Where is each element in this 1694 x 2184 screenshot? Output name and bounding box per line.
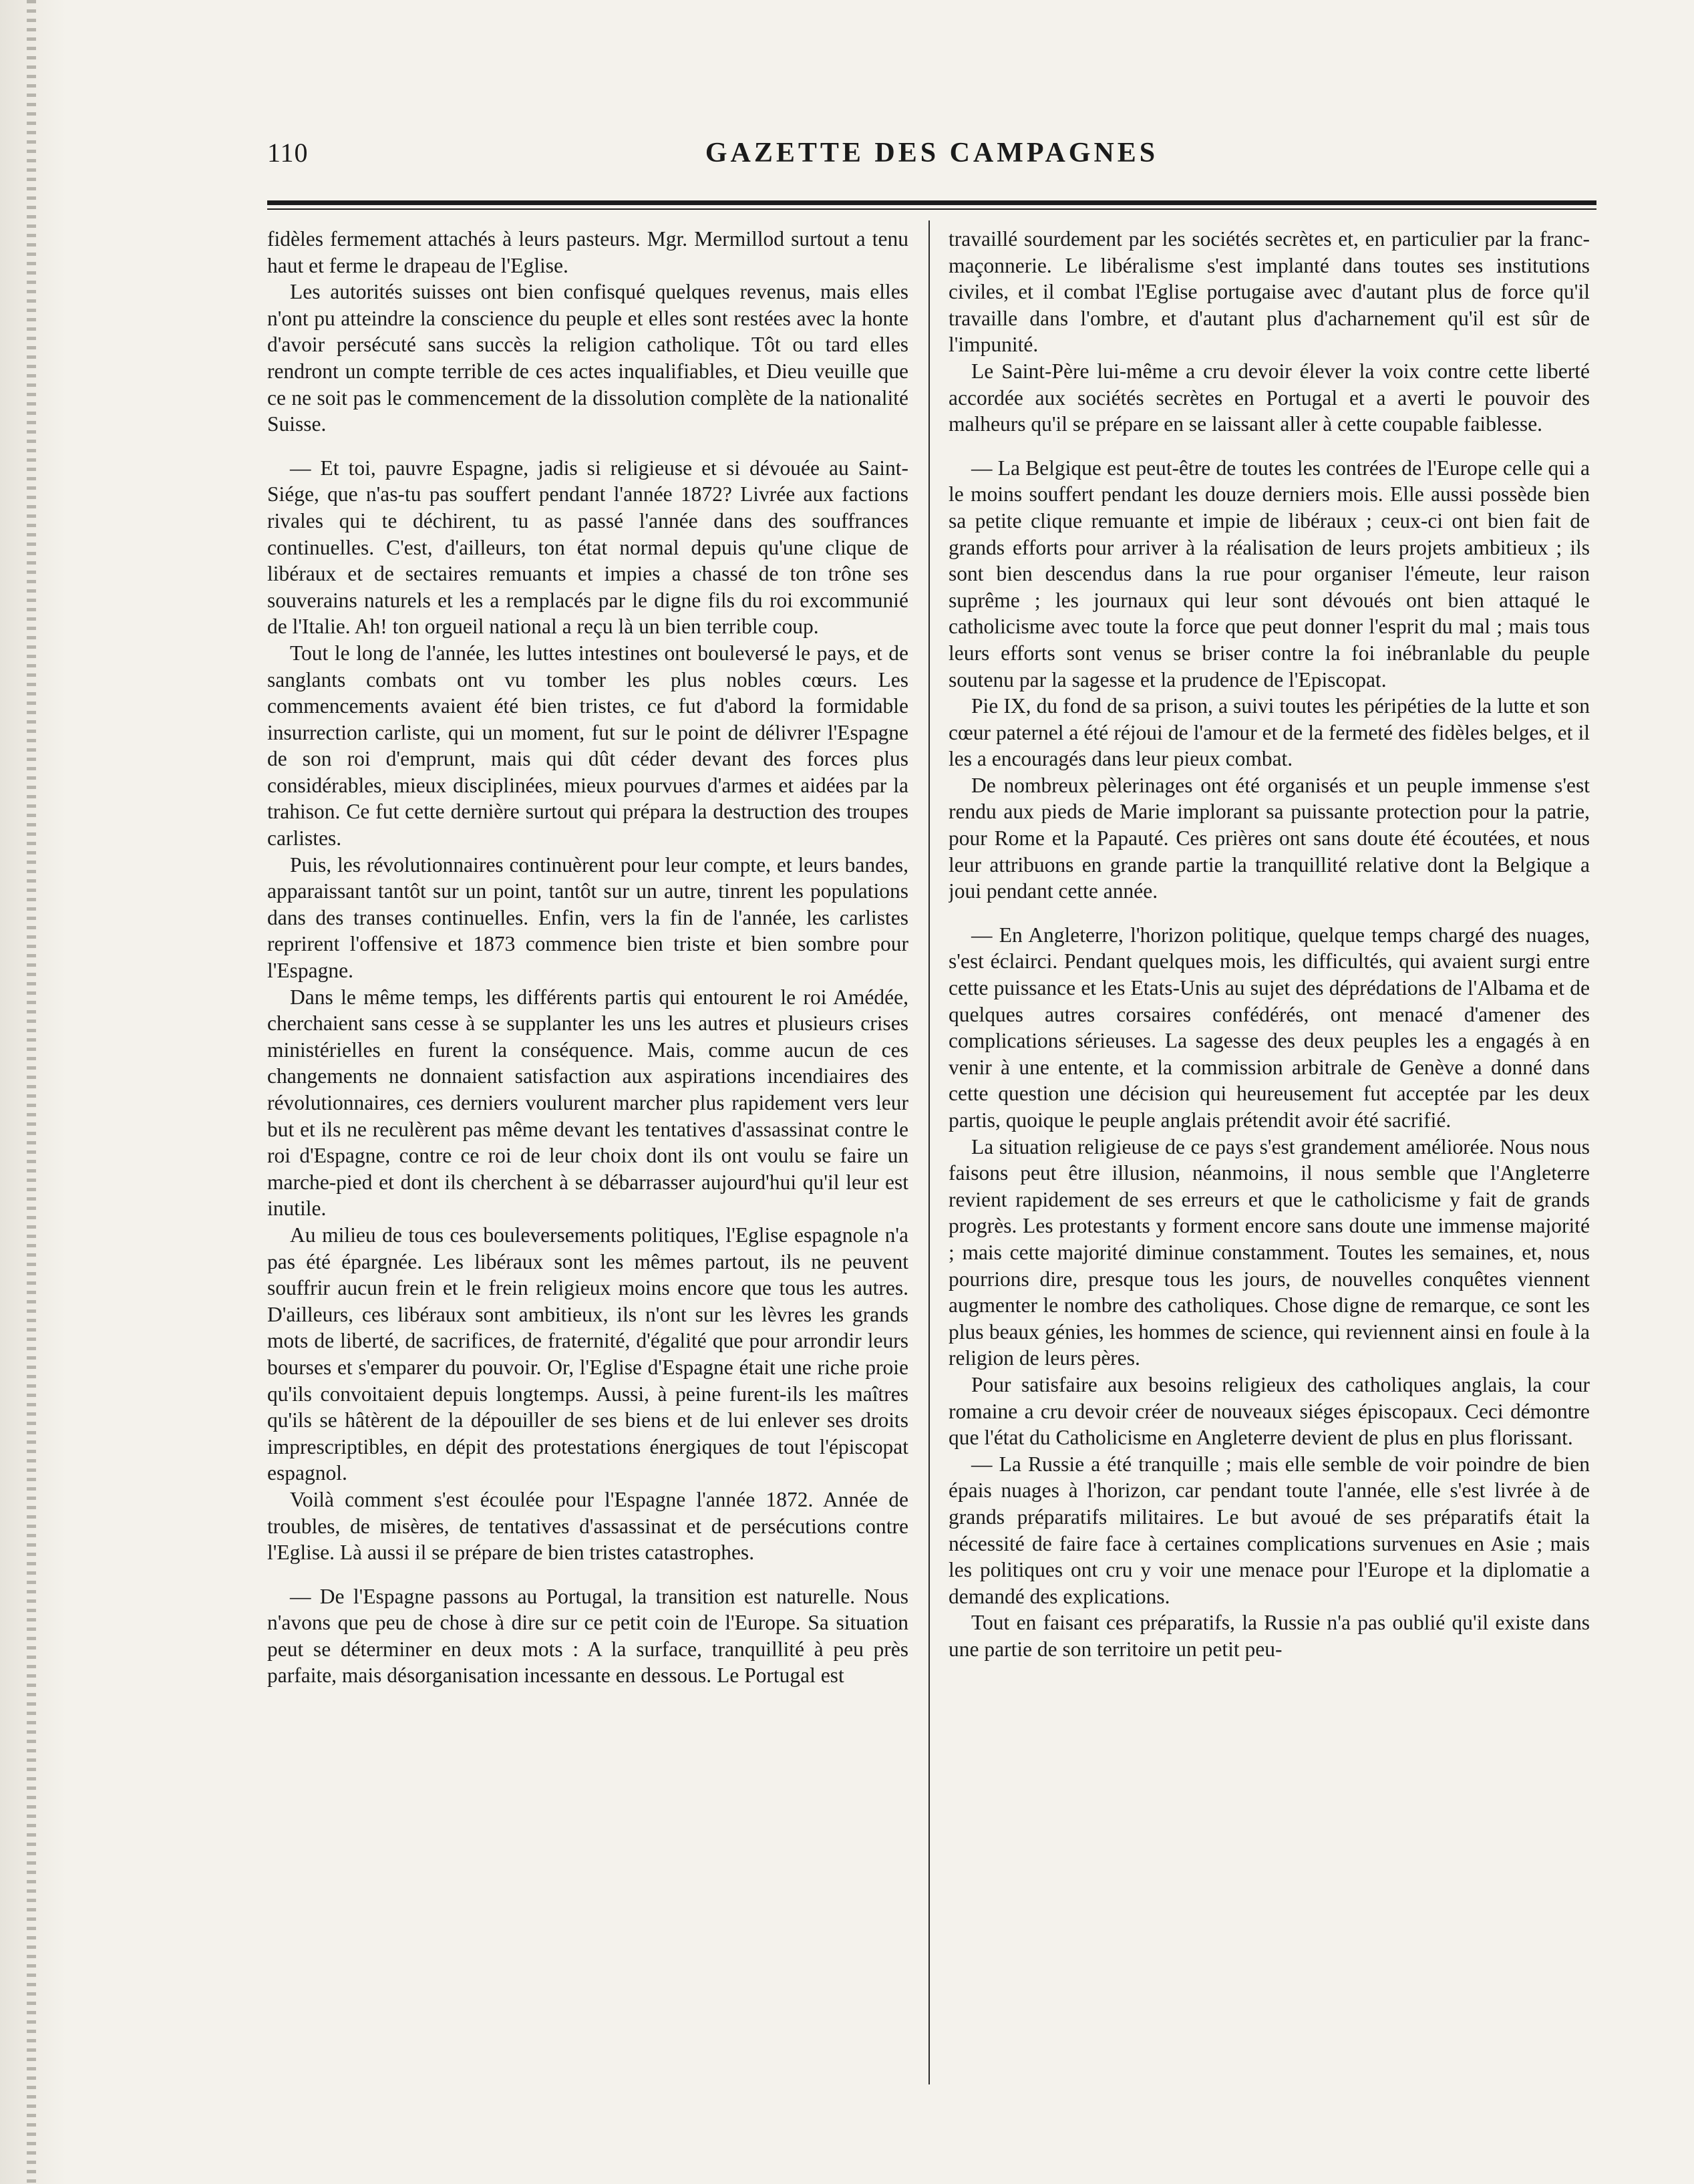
paragraph: La situation religieuse de ce pays s'est grandement améliorée. Nous nous faisons peut être illusion, néanmoins, il nous semble que l'Angleterre revient rapidement de ses erreurs et que le catholicisme y fait de grands progrès. Les protestants y forment encore sans doute une immense majorité ; mais cette majorité diminue constamment. Toutes les semaines, et, nous pourrions dire, presque tous les jours, de nouvelles conquêtes viennent augmenter le nombre des catholiques. Chose digne de remarque, ce sont les plus beaux génies, les hommes de science, qui reviennent ainsi en foule à la religion de leurs pères. [949, 1134, 1590, 1370]
left-column [267, 226, 908, 2083]
journal-title: GAZETTE DES CAMPAGNES [705, 138, 1159, 168]
paragraph: Pie IX, du fond de sa prison, a suivi toutes les péripéties de la lutte et son cœur paternel a été réjoui de l'amour et de la fermeté des fidèles belges, et il les a encouragés dans leur pieux combat. [949, 694, 1590, 771]
binding-holes [27, 0, 36, 2184]
paragraph: Tout le long de l'année, les luttes intestines ont bouleversé le pays, et de sanglants combats ont vu tomber les plus nobles cœurs. Les commencements avaient été bien tristes, ce fut d'abord la formidable insurrection carliste, qui un moment, fut sur le point de délivrer l'Espagne de son roi d'emprunt, mais qui dût céder devant des forces plus considérables, mieux disciplinées, mieux pourvues d'armes et aidées par la trahison. Ce fut cette dernière surtout qui prépara la destruction des troupes carlistes. [267, 641, 908, 850]
paragraph: — La Belgique est peut-être de toutes les contrées de l'Europe celle qui a le moins souffert pendant les douze derniers mois. Elle aussi possède bien sa petite clique remuante et impie de libéraux ; ceux-ci ont bien fait de grands efforts pour arriver à la réalisation de leurs projets ambitieux ; ils sont bien descendus dans la rue pour organiser l'émeute, leur raison suprême ; les journaux qui leur sont dévoués ont bien attaqué le catholicisme avec toute la force que peut donner l'esprit du mal ; mais tous leurs efforts sont venus se briser contre la foi inébranlable du peuple soutenu par la sagesse et la prudence de l'Episcopat. [949, 456, 1590, 691]
paragraph: Dans le même temps, les différents partis qui entourent le roi Amédée, cherchaient sans cesse à se supplanter les uns les autres et plusieurs crises ministérielles en furent la conséquence. Mais, comme aucun de ces changements ne donnaient satisfaction aux aspirations incendiaires des révolutionnaires, ces derniers voulurent marcher plus rapidement vers leur but et ils ne reculèrent pas même devant les tentatives d'assassinat contre le roi d'Espagne, contre ce roi de leur choix dont ils ont voulu se faire un marche-pied et dont ils cherchent à se débarrasser aujourd'hui qu'il leur est inutile. [267, 985, 908, 1221]
paragraph: Puis, les révolutionnaires continuèrent pour leur compte, et leurs bandes, apparaissant tantôt sur un point, tantôt sur un autre, tinrent les populations dans des transes continuelles. Enfin, vers la fin de l'année, les carlistes reprirent l'offensive et 1873 commence bien triste et bien sombre pour l'Espagne. [267, 852, 908, 983]
right-column [949, 226, 1590, 2083]
paragraph: fidèles fermement attachés à leurs pasteurs. Mgr. Mermillod surtout a tenu haut et ferme le drapeau de l'Eglise. [267, 227, 908, 277]
paragraph: Le Saint-Père lui-même a cru devoir élever la voix contre cette liberté accordée aux sociétés secrètes en Portugal et a averti le pouvoir des malheurs qu'il se prépare en se laissant aller à cette coupable faiblesse. [949, 359, 1590, 436]
paragraph: Au milieu de tous ces bouleversements politiques, l'Eglise espagnole n'a pas été épargnée. Les libéraux sont les mêmes partout, ils ne peuvent souffrir aucun frein et le frein religieux moins encore que tous les autres. D'ailleurs, ces libéraux sont ambitieux, ils n'ont sur les lèvres les grands mots de liberté, de sacrifices, de fraternité, d'égalité que pour arrondir leurs bourses et s'emparer du pouvoir. Or, l'Eglise d'Espagne était une riche proie qu'ils convoitaient depuis longtemps. Aussi, à peine furent-ils les maîtres qu'ils se hâtèrent de la dépouiller de ses biens et de lui enlever ses droits imprescriptibles, en dépit des protestations énergiques de tout l'épiscopat espagnol. [267, 1223, 908, 1485]
column-divider [928, 220, 930, 2084]
header-rule [267, 200, 1596, 205]
paragraph: De nombreux pèlerinages ont été organisés et un peuple immense s'est rendu aux pieds de Marie implorant sa puissante protection pour la patrie, pour Rome et la Papauté. Ces prières ont sans doute été écoutées, et nous leur attribuons en grande partie la tranquillité relative dont la Belgique a joui pendant cette année. [949, 773, 1590, 903]
paragraph: Tout en faisant ces préparatifs, la Russie n'a pas oublié qu'il existe dans une partie de son territoire un petit peu- [949, 1611, 1590, 1661]
header-rule-thin [267, 208, 1596, 210]
paragraph: Voilà comment s'est écoulée pour l'Espagne l'année 1872. Année de troubles, de misères, de tentatives d'assassinat et de persécutions contre l'Eglise. Là aussi il se prépare de bien tristes catastrophes. [267, 1487, 908, 1565]
paragraph: Pour satisfaire aux besoins religieux des catholiques anglais, la cour romaine a cru devoir créer de nouveaux siéges épiscopaux. Ceci démontre que l'état du Catholicisme en Angleterre devient de plus en plus florissant. [949, 1372, 1590, 1450]
page-number: 110 [267, 138, 309, 168]
paragraph: — En Angleterre, l'horizon politique, quelque temps chargé des nuages, s'est éclairci. Pendant quelques mois, les difficultés, qui avaient surgi entre cette puissance et les Etats-Unis au sujet des déprédations de l'Albama et de quelques autres corsaires confédérés, ont menacé d'amener des complications sérieuses. La sagesse des deux peuples les a engagés à en venir à une entente, et la commission arbitrale de Genève a donné dans cette question une décision qui heureusement fut acceptée par les deux partis, quoique le peuple anglais prétendit avoir été sacrifié. [949, 923, 1590, 1132]
paragraph: — La Russie a été tranquille ; mais elle semble de voir poindre de bien épais nuages à l'horizon, car pendant toute l'année, elle s'est livrée à de grands préparatifs militaires. Le but avoué de ses préparatifs était la nécessité de faire face à certaines complications survenues en Asie ; mais les politiques ont cru y voir une menace pour l'Europe et la diplomatie a demandé des explications. [949, 1452, 1590, 1608]
paragraph: — De l'Espagne passons au Portugal, la transition est naturelle. Nous n'avons que peu de chose à dire sur ce petit coin de l'Europe. Sa situation peut se déterminer en deux mots : A la surface, tranquillité à peu près parfaite, mais désorganisation incessante en dessous. Le Portugal est [267, 1584, 908, 1688]
paragraph: Les autorités suisses ont bien confisqué quelques revenus, mais elles n'ont pu atteindre la conscience du peuple et elles sont restées avec la honte d'avoir persécuté sans succès la religion catholique. Tôt ou tard elles rendront un compte terrible de ces actes inqualifiables, et Dieu veuille que ce ne soit pas le commencement de la dissolution complète de la nationalité Suisse. [267, 280, 908, 436]
page-header [267, 137, 1596, 187]
paragraph: — Et toi, pauvre Espagne, jadis si religieuse et si dévouée au Saint-Siége, que n'as-tu pas souffert pendant l'année 1872? Livrée aux factions rivales qui te déchirent, tu as passé l'année dans des souffrances continuelles. C'est, d'ailleurs, ton état normal depuis qu'une clique de libéraux et de sectaires remuants et impies a chassé de ton trône ses souverains naturels et les a remplacés par le digne fils du roi excommunié de l'Italie. Ah! ton orgueil national a reçu là un bien terrible coup. [267, 456, 908, 639]
paragraph: travaillé sourdement par les sociétés secrètes et, en particulier par la franc-maçonnerie. Le libéralisme s'est implanté dans toutes ses institutions civiles, et il combat l'Eglise portugaise avec d'autant plus de force qu'il travaille dans l'ombre, et d'autant plus d'acharnement qu'il est sûr de l'impunité. [949, 227, 1590, 357]
